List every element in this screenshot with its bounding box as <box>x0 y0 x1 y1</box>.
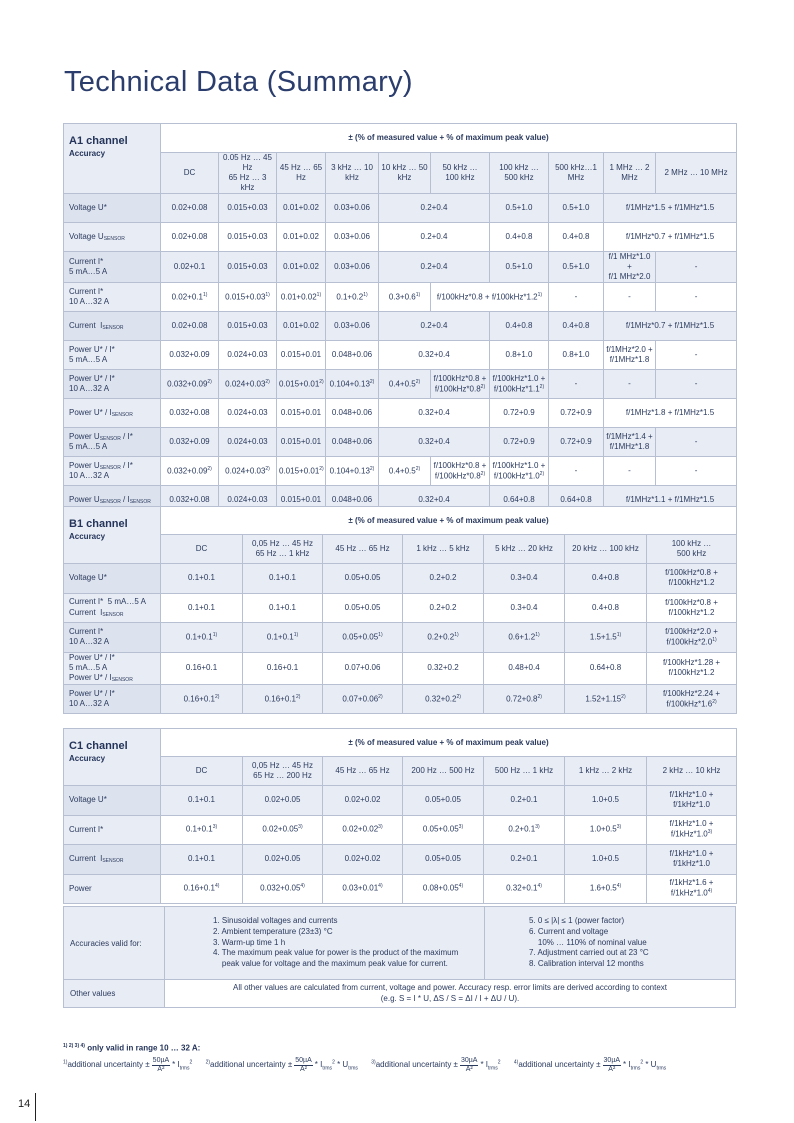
condition-item: 1. Sinusoidal voltages and currents <box>213 916 338 925</box>
condition-item: 10% … 110% of nominal value <box>529 937 647 947</box>
c1-channel-header <box>64 729 161 786</box>
table-cell: $f/100kHz*0.8 + f/100kHz*1.2^{1)}$ <box>431 283 549 312</box>
footnote-heading <box>63 1043 200 1053</box>
table-cell: f/100kHz*1.0 + $f/100kHz*1.1^{2)}$ <box>490 370 549 399</box>
footnote-4: $^{4)}$additional uncertainty ± $\frac{\text{30µA}}{\text{A²}} * I_{trms}^2 * U_{trms}$ <box>513 1057 667 1073</box>
table-cell: f/1MHz*2.0 + f/1MHz*1.8 <box>604 341 656 370</box>
table-cell: 0.024+0.03 <box>219 399 277 428</box>
table-cell: 0.1+0.1 <box>243 593 323 623</box>
column-header: 200 Hz … 500 Hz <box>403 757 484 786</box>
table-cell: 0.015+0.01 <box>277 399 326 428</box>
table-cell: - <box>549 283 604 312</box>
table-cell: $0.2+0.2^{1)}$ <box>403 623 484 653</box>
accuracy-formula-header: ± (% of measured value + % of maximum peak value) <box>161 507 737 535</box>
table-row <box>64 564 737 594</box>
column-header: 20 kHz … 100 kHz <box>565 535 647 564</box>
row-label: Current I* <box>64 815 161 845</box>
column-header: 5 kHz … 20 kHz <box>484 535 565 564</box>
table-cell: 0.64+0.8 <box>549 486 604 515</box>
page-title: Technical Data (Summary) <box>64 66 413 98</box>
table-cell: 0.024+0.03 <box>219 428 277 457</box>
table-cell: 0.64+0.8 <box>565 652 647 684</box>
table-cell: f/1MHz*0.7 + f/1MHz*1.5 <box>604 312 737 341</box>
table-cell: 0.015+0.03 <box>219 252 277 283</box>
table-cell: 0.032+0.09 <box>161 341 219 370</box>
table-cell: $0.32+0.2^{2)}$ <box>403 684 484 714</box>
table-row <box>64 786 737 816</box>
table-cell: f/1kHz*1.0 + f/1kHz*1.0 <box>647 786 737 816</box>
column-header: 100 kHz … 500 kHz <box>490 153 549 194</box>
table-cell: $1.6+0.5^{4)}$ <box>565 874 647 904</box>
table-cell: 0.015+0.03 <box>219 223 277 252</box>
table-cell: $0.3+0.6^{1)}$ <box>379 283 431 312</box>
table-cell: 0.48+0.4 <box>484 652 565 684</box>
table-cell: $0.16+0.1^{2)}$ <box>243 684 323 714</box>
table-cell: 0.4+0.8 <box>549 223 604 252</box>
table-row <box>64 252 737 283</box>
row-label: Voltage $U_{SENSOR}$ <box>64 223 161 252</box>
footnote-heading-text: only valid in range 10 … 32 A: <box>87 1043 201 1053</box>
table-cell: $0.015+0.01^{2)}$ <box>277 457 326 486</box>
table-cell: f/1MHz*0.7 + f/1MHz*1.5 <box>604 223 737 252</box>
channel-subtitle: Accuracy <box>69 753 106 763</box>
table-cell: f/1 MHz*1.0 + f/1 MHz*2.0 <box>604 252 656 283</box>
table-cell: 0.015+0.01 <box>277 486 326 515</box>
table-cell: 0.72+0.9 <box>490 428 549 457</box>
table-cell: $0.02+0.05^{3)}$ <box>243 815 323 845</box>
row-label: Power $U* / I_{SENSOR}$ <box>64 399 161 428</box>
table-cell: 0.015+0.03 <box>219 312 277 341</box>
row-label: Voltage U* <box>64 194 161 223</box>
table-cell: 0.048+0.06 <box>326 399 379 428</box>
accuracy-formula-header: ± (% of measured value + % of maximum peak value) <box>161 124 737 153</box>
table-cell: 0.032+0.08 <box>161 486 219 515</box>
condition-item: 5. 0 ≤ |λ| ≤ 1 (power factor) <box>529 916 625 925</box>
accuracy-formula-header: ± (% of measured value + % of maximum peak value) <box>161 729 737 757</box>
table-cell: f/1kHz*1.0 + f/1kHz*1.0 <box>647 845 737 875</box>
column-header: 1 MHz … 2 MHz <box>604 153 656 194</box>
table-cell: 0.02+0.08 <box>161 312 219 341</box>
column-header: 2 kHz … 10 kHz <box>647 757 737 786</box>
table-cell: 0.8+1.0 <box>549 341 604 370</box>
table-cell: 0.32+0.2 <box>403 652 484 684</box>
other-values-text: All other values are calculated from current, voltage and power. Accuracy resp. error limits are derived according to context <box>233 982 667 992</box>
table-cell: 0.4+0.8 <box>549 312 604 341</box>
table-cell: 0.5+1.0 <box>490 252 549 283</box>
table-cell: $0.05+0.05^{3)}$ <box>403 815 484 845</box>
table-cell: - <box>604 370 656 399</box>
column-header: 2 MHz … 10 MHz <box>656 153 737 194</box>
table-cell: $0.032+0.09^{2)}$ <box>161 457 219 486</box>
table-cell: 0.02+0.08 <box>161 223 219 252</box>
page-number-divider <box>35 1093 36 1121</box>
table-cell: f/100kHz*0.8 + $f/100kHz*0.8^{2)}$ <box>431 370 490 399</box>
conditions-left-list <box>213 916 483 970</box>
table-cell: 0.02+0.05 <box>243 845 323 875</box>
table-cell: 1.0+0.5 <box>565 786 647 816</box>
table-cell: f/100kHz*1.28 + f/100kHz*1.2 <box>647 652 737 684</box>
row-label: Power U* / I* 5 mA…5 A <box>64 341 161 370</box>
table-row <box>64 399 737 428</box>
table-cell: $0.16+0.1^{2)}$ <box>161 684 243 714</box>
table-cell: 0.3+0.4 <box>484 593 565 623</box>
b1-channel-header <box>64 507 161 564</box>
table-cell: $0.1+0.1^{1)}$ <box>243 623 323 653</box>
table-cell: $0.1+0.1^{1)}$ <box>161 623 243 653</box>
column-header: 50 kHz … 100 kHz <box>431 153 490 194</box>
table-cell: 0.32+0.4 <box>379 486 490 515</box>
table-cell: 0.03+0.06 <box>326 252 379 283</box>
table-cell: 0.048+0.06 <box>326 428 379 457</box>
table-cell: 0.024+0.03 <box>219 341 277 370</box>
table-cell: 0.32+0.4 <box>379 399 490 428</box>
footnote-marks: 1) 2) 3) 4) <box>63 1043 85 1049</box>
table-cell: $0.104+0.13^{2)}$ <box>326 370 379 399</box>
table-cell: $0.104+0.13^{2)}$ <box>326 457 379 486</box>
table-cell: 0.05+0.05 <box>323 593 403 623</box>
table-cell: $0.4+0.5^{2)}$ <box>379 457 431 486</box>
other-values-label: Other values <box>64 980 165 1008</box>
column-header: 0.05 Hz … 45 Hz 65 Hz … 3 kHz <box>219 153 277 194</box>
table-cell: 0.05+0.05 <box>403 786 484 816</box>
condition-item: 4. The maximum peak value for power is the product of the maximum <box>213 948 459 958</box>
column-header: 100 kHz … 500 kHz <box>647 535 737 564</box>
fraction: $\frac{\text{30µA}}{\text{A²}}$ <box>460 1057 478 1073</box>
table-row <box>64 428 737 457</box>
table-cell: - <box>656 370 737 399</box>
row-label: Current I* 5 mA…5 A Current $I_{SENSOR}$ <box>64 593 161 623</box>
table-row <box>64 223 737 252</box>
table-cell: 0.1+0.1 <box>243 564 323 594</box>
footnote-3: $^{3)}$additional uncertainty ± $\frac{\text{30µA}}{\text{A²}} * I_{trms}^2$ <box>371 1057 501 1073</box>
row-label: Current I* 10 A…32 A <box>64 623 161 653</box>
conditions-table <box>63 906 736 1008</box>
table-cell: 0.4+0.8 <box>490 223 549 252</box>
table-cell: - <box>604 283 656 312</box>
table-cell: 0.01+0.02 <box>277 252 326 283</box>
table-row <box>64 312 737 341</box>
table-row <box>64 815 737 845</box>
footnotes-row <box>63 1057 666 1073</box>
table-cell: - <box>604 457 656 486</box>
channel-subtitle: Accuracy <box>69 531 106 541</box>
table-cell: f/1MHz*1.5 + f/1MHz*1.5 <box>604 194 737 223</box>
column-header: DC <box>161 535 243 564</box>
table-cell: f/1MHz*1.4 + f/1MHz*1.8 <box>604 428 656 457</box>
table-cell: $0.08+0.05^{4)}$ <box>403 874 484 904</box>
column-header: 0,05 Hz … 45 Hz 65 Hz … 200 Hz <box>243 757 323 786</box>
table-cell: 0.02+0.02 <box>323 845 403 875</box>
table-cell: f/100kHz*0.8 + f/100kHz*1.2 <box>647 564 737 594</box>
table-cell: 0.03+0.06 <box>326 312 379 341</box>
column-header: 500 Hz … 1 kHz <box>484 757 565 786</box>
table-cell: $0.1+0.1^{3)}$ <box>161 815 243 845</box>
table-cell: 0.1+0.1 <box>161 564 243 594</box>
table-cell: 0.015+0.03 <box>219 194 277 223</box>
table-cell: 0.03+0.06 <box>326 194 379 223</box>
table-cell: $0.05+0.05^{1)}$ <box>323 623 403 653</box>
table-cell: 0.1+0.1 <box>161 786 243 816</box>
row-label: Power $U_{SENSOR} / I_{SENSOR}$ <box>64 486 161 515</box>
table-cell: 0.1+0.1 <box>161 845 243 875</box>
table-cell: - <box>549 457 604 486</box>
table-cell: $0.024+0.03^{2)}$ <box>219 370 277 399</box>
table-cell: $0.02+0.1^{1)}$ <box>161 283 219 312</box>
table-row <box>64 652 737 684</box>
table-cell: 0.32+0.4 <box>379 428 490 457</box>
table-cell: $0.03+0.01^{4)}$ <box>323 874 403 904</box>
table-cell: 0.2+0.4 <box>379 312 490 341</box>
table-cell: 0.4+0.8 <box>565 593 647 623</box>
column-header: 45 Hz … 65 Hz <box>323 535 403 564</box>
row-label: Power U* / I* 10 A…32 A <box>64 684 161 714</box>
fraction: $\frac{\text{50µA}}{\text{A²}}$ <box>152 1057 170 1073</box>
table-cell: - <box>656 341 737 370</box>
channel-subtitle: Accuracy <box>69 148 106 158</box>
table-cell: 0.02+0.08 <box>161 194 219 223</box>
table-row <box>64 874 737 904</box>
column-header: DC <box>161 757 243 786</box>
table-cell: 0.5+1.0 <box>549 194 604 223</box>
table-cell: 0.3+0.4 <box>484 564 565 594</box>
row-label: Current I* 10 A…32 A <box>64 283 161 312</box>
table-cell: f/100kHz*0.8 + $f/100kHz*0.8^{2)}$ <box>431 457 490 486</box>
condition-item: peak value for voltage and the maximum peak value for current. <box>213 959 448 969</box>
row-label: Voltage U* <box>64 564 161 594</box>
column-header: 10 kHz … 50 kHz <box>379 153 431 194</box>
table-cell: f/100kHz*2.24 + $f/100kHz*1.6^{2)}$ <box>647 684 737 714</box>
table-row <box>64 623 737 653</box>
column-header: 0,05 Hz … 45 Hz 65 Hz … 1 kHz <box>243 535 323 564</box>
table-cell: - <box>656 283 737 312</box>
table-cell: f/1kHz*1.6 + $f/1kHz*1.0^{4)}$ <box>647 874 737 904</box>
table-cell: 0.015+0.01 <box>277 341 326 370</box>
table-cell: 0.01+0.02 <box>277 194 326 223</box>
column-header: 1 kHz … 2 kHz <box>565 757 647 786</box>
table-cell: 0.2+0.1 <box>484 786 565 816</box>
b1-channel-table <box>63 506 737 714</box>
table-cell: $0.72+0.8^{2)}$ <box>484 684 565 714</box>
table-row <box>64 845 737 875</box>
column-header: 45 Hz … 65 Hz <box>323 757 403 786</box>
table-cell: 0.72+0.9 <box>490 399 549 428</box>
table-cell: 0.16+0.1 <box>161 652 243 684</box>
table-cell: 0.2+0.4 <box>379 252 490 283</box>
table-cell: 0.2+0.1 <box>484 845 565 875</box>
row-label: Power U* / I* 10 A…32 A <box>64 370 161 399</box>
table-cell: $1.52+1.15^{2)}$ <box>565 684 647 714</box>
table-row <box>64 457 737 486</box>
table-cell: f/1kHz*1.0 + $f/1kHz*1.0^{3)}$ <box>647 815 737 845</box>
table-cell: $0.1+0.2^{1)}$ <box>326 283 379 312</box>
table-cell: 0.2+0.4 <box>379 223 490 252</box>
table-cell: $0.6+1.2^{1)}$ <box>484 623 565 653</box>
table-cell: 0.5+1.0 <box>490 194 549 223</box>
table-cell: 0.01+0.02 <box>277 223 326 252</box>
table-cell: - <box>549 370 604 399</box>
table-cell: $1.5+1.5^{1)}$ <box>565 623 647 653</box>
table-cell: 0.2+0.2 <box>403 564 484 594</box>
table-row <box>64 684 737 714</box>
table-cell: 0.64+0.8 <box>490 486 549 515</box>
channel-name: A1 channel <box>69 135 128 147</box>
table-cell: f/1MHz*1.1 + f/1MHz*1.5 <box>604 486 737 515</box>
table-cell: $0.032+0.05^{4)}$ <box>243 874 323 904</box>
table-cell: f/100kHz*0.8 + f/100kHz*1.2 <box>647 593 737 623</box>
table-cell: $0.16+0.1^{4)}$ <box>161 874 243 904</box>
table-cell: $0.2+0.1^{3)}$ <box>484 815 565 845</box>
column-header: 3 kHz … 10 kHz <box>326 153 379 194</box>
table-cell: 0.032+0.09 <box>161 428 219 457</box>
table-cell: - <box>656 457 737 486</box>
column-header: DC <box>161 153 219 194</box>
row-label: Power U* / I* 5 mA…5 A Power $U* / I_{SENSOR}$ <box>64 652 161 684</box>
column-header: 1 kHz … 5 kHz <box>403 535 484 564</box>
condition-item: 8. Calibration interval 12 months <box>529 959 644 969</box>
table-cell: 0.5+1.0 <box>549 252 604 283</box>
table-cell: $1.0+0.5^{3)}$ <box>565 815 647 845</box>
table-cell: 0.02+0.1 <box>161 252 219 283</box>
table-cell: $0.032+0.09^{2)}$ <box>161 370 219 399</box>
other-values-example: (e.g. S = I * U, ΔS / S = ΔI / I + ΔU / U). <box>380 993 520 1003</box>
table-cell: $0.01+0.02^{1)}$ <box>277 283 326 312</box>
row-label: Current I* 5 mA…5 A <box>64 252 161 283</box>
table-row <box>64 283 737 312</box>
table-cell: 1.0+0.5 <box>565 845 647 875</box>
row-label: Power $U_{SENSOR} / I*$ 5 mA…5 A <box>64 428 161 457</box>
c1-channel-table <box>63 728 737 904</box>
table-cell: 0.8+1.0 <box>490 341 549 370</box>
fraction: $\frac{\text{50µA}}{\text{A²}}$ <box>295 1057 312 1073</box>
channel-name: B1 channel <box>69 518 128 530</box>
table-cell: f/1MHz*1.8 + f/1MHz*1.5 <box>604 399 737 428</box>
a1-channel-header <box>64 124 161 194</box>
a1-channel-table <box>63 123 737 515</box>
row-label: Power $U_{SENSOR} / I*$ 10 A…32 A <box>64 457 161 486</box>
table-cell: 0.01+0.02 <box>277 312 326 341</box>
fraction: $\frac{\text{30µA}}{\text{A²}}$ <box>603 1057 621 1073</box>
row-label: Current $I_{SENSOR}$ <box>64 312 161 341</box>
table-cell: 0.015+0.01 <box>277 428 326 457</box>
conditions-right-list <box>529 916 734 970</box>
table-cell: - <box>656 428 737 457</box>
table-cell: $0.015+0.01^{2)}$ <box>277 370 326 399</box>
table-cell: 0.2+0.4 <box>379 194 490 223</box>
table-cell: 0.72+0.9 <box>549 399 604 428</box>
table-row <box>64 593 737 623</box>
table-cell: 0.16+0.1 <box>243 652 323 684</box>
table-cell: 0.048+0.06 <box>326 486 379 515</box>
table-row <box>64 370 737 399</box>
condition-item: 6. Current and voltage <box>529 926 609 936</box>
table-cell: f/100kHz*1.0 + $f/100kHz*1.0^{2)}$ <box>490 457 549 486</box>
table-cell: 0.05+0.05 <box>323 564 403 594</box>
table-cell: 0.07+0.06 <box>323 652 403 684</box>
table-cell: 0.02+0.05 <box>243 786 323 816</box>
table-cell: 0.05+0.05 <box>403 845 484 875</box>
table-cell: $0.024+0.03^{2)}$ <box>219 457 277 486</box>
table-cell: $0.4+0.5^{2)}$ <box>379 370 431 399</box>
table-cell: 0.048+0.06 <box>326 341 379 370</box>
table-row <box>64 194 737 223</box>
footnote-2: $^{2)}$additional uncertainty ± $\frac{\text{50µA}}{\text{A²}} * I_{trms}^2 * U_{trms}$ <box>205 1057 358 1073</box>
column-header: 45 Hz … 65 Hz <box>277 153 326 194</box>
channel-name: C1 channel <box>69 740 128 752</box>
table-cell: f/100kHz*2.0 + $f/100kHz*2.0^{1)}$ <box>647 623 737 653</box>
condition-item: 2. Ambient temperature (23±3) °C <box>213 926 333 936</box>
row-label: Current $I_{SENSOR}$ <box>64 845 161 875</box>
condition-item: 7. Adjustment carried out at 23 °C <box>529 948 649 958</box>
footnote-1: $^{1)}$additional uncertainty ± $\frac{\text{50µA}}{\text{A²}} * I_{trms}^2$ <box>63 1057 193 1073</box>
table-cell: $0.015+0.03^{1)}$ <box>219 283 277 312</box>
table-cell: 0.02+0.02 <box>323 786 403 816</box>
table-cell: 0.03+0.06 <box>326 223 379 252</box>
table-cell: 0.32+0.4 <box>379 341 490 370</box>
table-cell: 0.024+0.03 <box>219 486 277 515</box>
page-number: 14 <box>18 1098 31 1110</box>
table-cell: $0.07+0.06^{2)}$ <box>323 684 403 714</box>
table-cell: 0.032+0.08 <box>161 399 219 428</box>
accuracies-valid-label: Accuracies valid for: <box>64 907 165 980</box>
row-label: Power <box>64 874 161 904</box>
table-cell: 0.4+0.8 <box>490 312 549 341</box>
table-cell: $0.32+0.1^{4)}$ <box>484 874 565 904</box>
column-header: 500 kHz…1 MHz <box>549 153 604 194</box>
table-cell: 0.2+0.2 <box>403 593 484 623</box>
table-cell: - <box>656 252 737 283</box>
table-cell: $0.02+0.02^{3)}$ <box>323 815 403 845</box>
table-row <box>64 341 737 370</box>
condition-item: 3. Warm-up time 1 h <box>213 937 286 947</box>
table-cell: 0.1+0.1 <box>161 593 243 623</box>
table-cell: 0.72+0.9 <box>549 428 604 457</box>
row-label: Voltage U* <box>64 786 161 816</box>
table-cell: 0.4+0.8 <box>565 564 647 594</box>
